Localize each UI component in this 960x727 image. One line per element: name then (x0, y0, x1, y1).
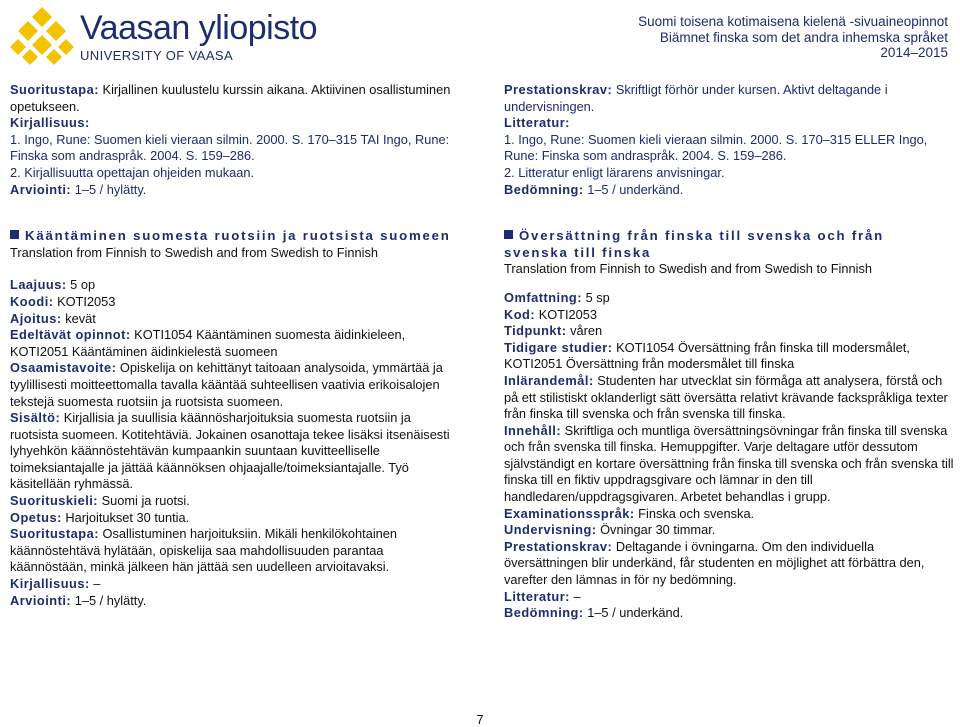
litteratur-row: Litteratur: – (504, 588, 581, 604)
course-title: Översättning från finska till svenska och från (504, 228, 956, 245)
course-subtitle: Translation from Finnish to Swedish and from Swedish to Finnish (504, 261, 872, 277)
opetus-row: Opetus: Harjoitukset 30 tuntia. (10, 509, 190, 525)
logo-name: Vaasan yliopisto (80, 8, 318, 47)
logo-subtitle: UNIVERSITY OF VAASA (80, 47, 234, 63)
arviointi-row: Arviointi: 1–5 / hylätty. (10, 592, 147, 608)
bedomning-row: Bedömning: 1–5 / underkänd. (504, 605, 684, 621)
arviointi-paragraph (10, 182, 458, 199)
kirjallisuus-label: Kirjallisuus: (10, 115, 90, 131)
literature-item-1: 1. Ingo, Rune: Suomen kieli vieraan silmin. 2000. S. 170–315 TAI Ingo, Rune: Finska som andraspråk. 2004. S. 159–286. (10, 131, 450, 164)
header-line-2: Biämnet finska som det andra inhemska språket (659, 29, 948, 45)
sisalto-row: Sisältö: Kirjallisia ja suullisia käännösharjoituksia suomesta ruotsiin ja ruotsista suomeen. Kotitehtäviä. Jokainen osanottaja tekee lisäksi itsenäisesti lyhyehkön käännöstehtävän kumpaankin suuntaan kuvitteelliselle toimeksiantajalle ja jättää käännöksen ohjaajalle/toimeksiantajalle. Työ käsitellään ryhmässä. (10, 410, 450, 492)
litteratur-label: Litteratur: (504, 115, 570, 131)
page-number: 7 (476, 712, 484, 727)
edeltavat-row: Edeltävät opinnot: KOTI1054 Kääntäminen suomesta äidinkieleen, KOTI2051 Kääntäminen äidinkielestä suomeen (10, 327, 406, 359)
running-header (638, 14, 948, 61)
field-value: 1–5 / hylätty. (71, 181, 147, 197)
field-label: Arviointi: (10, 181, 72, 197)
course-subtitle: Translation from Finnish to Swedish and from Swedish to Finnish (10, 244, 378, 260)
tidpunkt-row: Tidpunkt: våren (504, 323, 603, 339)
suoritustapa-paragraph (10, 82, 458, 115)
bullet-square-icon (10, 230, 19, 239)
koodi-row: Koodi: KOTI2053 (10, 293, 116, 309)
field-label: Suoritustapa: (10, 82, 99, 97)
literature-item-1: 1. Ingo, Rune: Suomen kieli vieraan silmin. 2000. S. 170–315 ELLER Ingo, Rune: Finska som andraspråk. 2004. S. 159–286. (504, 131, 928, 164)
course-title: Kääntäminen suomesta ruotsiin ja ruotsista suomeen (10, 228, 458, 245)
field-value: Kirjallinen kuulustelu kurssin aikana. Aktiivinen osallistuminen opetukseen. (10, 82, 451, 114)
left-column (10, 82, 458, 609)
suorituskieli-row: Suorituskieli: Suomi ja ruotsi. (10, 493, 190, 509)
vaasa-logo-mark-icon (8, 5, 76, 67)
kod-row: Kod: KOTI2053 (504, 306, 598, 322)
header-line-1: Suomi toisena kotimaisena kielenä -sivuaineopinnot (638, 14, 948, 29)
literature-item-2: 2. Litteratur enligt lärarens anvisningar. (504, 164, 725, 180)
literature-item-2: 2. Kirjallisuutta opettajan ohjeiden mukaan. (10, 164, 255, 180)
ajoitus-row: Ajoitus: kevät (10, 310, 96, 326)
right-column (504, 82, 956, 622)
tidigare-studier-row: Tidigare studier: KOTI1054 Översättning från finska till modersmålet, KOTI2051 Översättning från modersmålet till finska (504, 339, 910, 372)
kirjallisuus-row: Kirjallisuus: – (10, 576, 101, 592)
prestationskrav-paragraph: Prestationskrav: Skriftligt förhör under kursen. Aktivt deltagande i undervisningen. (504, 82, 888, 114)
bullet-square-icon (504, 230, 513, 239)
header-line-3: 2014–2015 (880, 45, 948, 60)
course-title-line-2: svenska till finska (504, 244, 652, 260)
innehall-row: Innehåll: Skriftliga och muntliga översättningsövningar från finska till svenska och från svenska till finska. Hemuppgifter. Varje deltagare utför dessutom självständigt en kortare översättning från finska till svenska och från svenska till finska till en fiktiv uppdragsgivare och lämnar in den till handledaren/uppdragsgivaren. Arbetet behandlas i grupp. (504, 422, 954, 505)
prestationskrav-row: Prestationskrav: Deltagande i övningarna. Om den individuella översättningen blir underkänd, får studenten en möjlighet att förbättra den, varefter den lämnas in för ny bedömning. (504, 538, 925, 588)
suoritustapa-row: Suoritustapa: Osallistuminen harjoituksiin. Mikäli henkilökohtainen käännöstehtävä hylätään, opiskelija saa mahdollisuuden parantaa käännöstään, minkä jälkeen hän jättää sen uudelleen arvioitavaksi. (10, 526, 398, 575)
omfattning-row: Omfattning: 5 sp (504, 289, 610, 305)
university-logo (8, 5, 317, 67)
examinationssprak-row: Examinationsspråk: Finska och svenska. (504, 505, 755, 521)
osaamistavoite-row: Osaamistavoite: Opiskelija on kehittänyt taitoaan analysoida, ymmärtää ja tyylillisesti moitteettomalla tavalla kääntää suhteellisen vaativia erikoisalojen tekstejä suomesta ruotsiin ja ruotsista suomeen. (10, 360, 443, 409)
undervisning-row: Undervisning: Övningar 30 timmar. (504, 522, 716, 538)
laajuus-row: Laajuus: 5 op (10, 277, 96, 293)
bedomning-paragraph: Bedömning: 1–5 / underkänd. (504, 181, 684, 197)
inlarandemal-row: Inlärandemål: Studenten har utvecklat sin förmåga att analysera, förstå och på ett stilistiskt oklanderligt sätt översätta relativt krävande fackspråkliga texter från finska till svenska och från svenska till finska. (504, 372, 948, 422)
